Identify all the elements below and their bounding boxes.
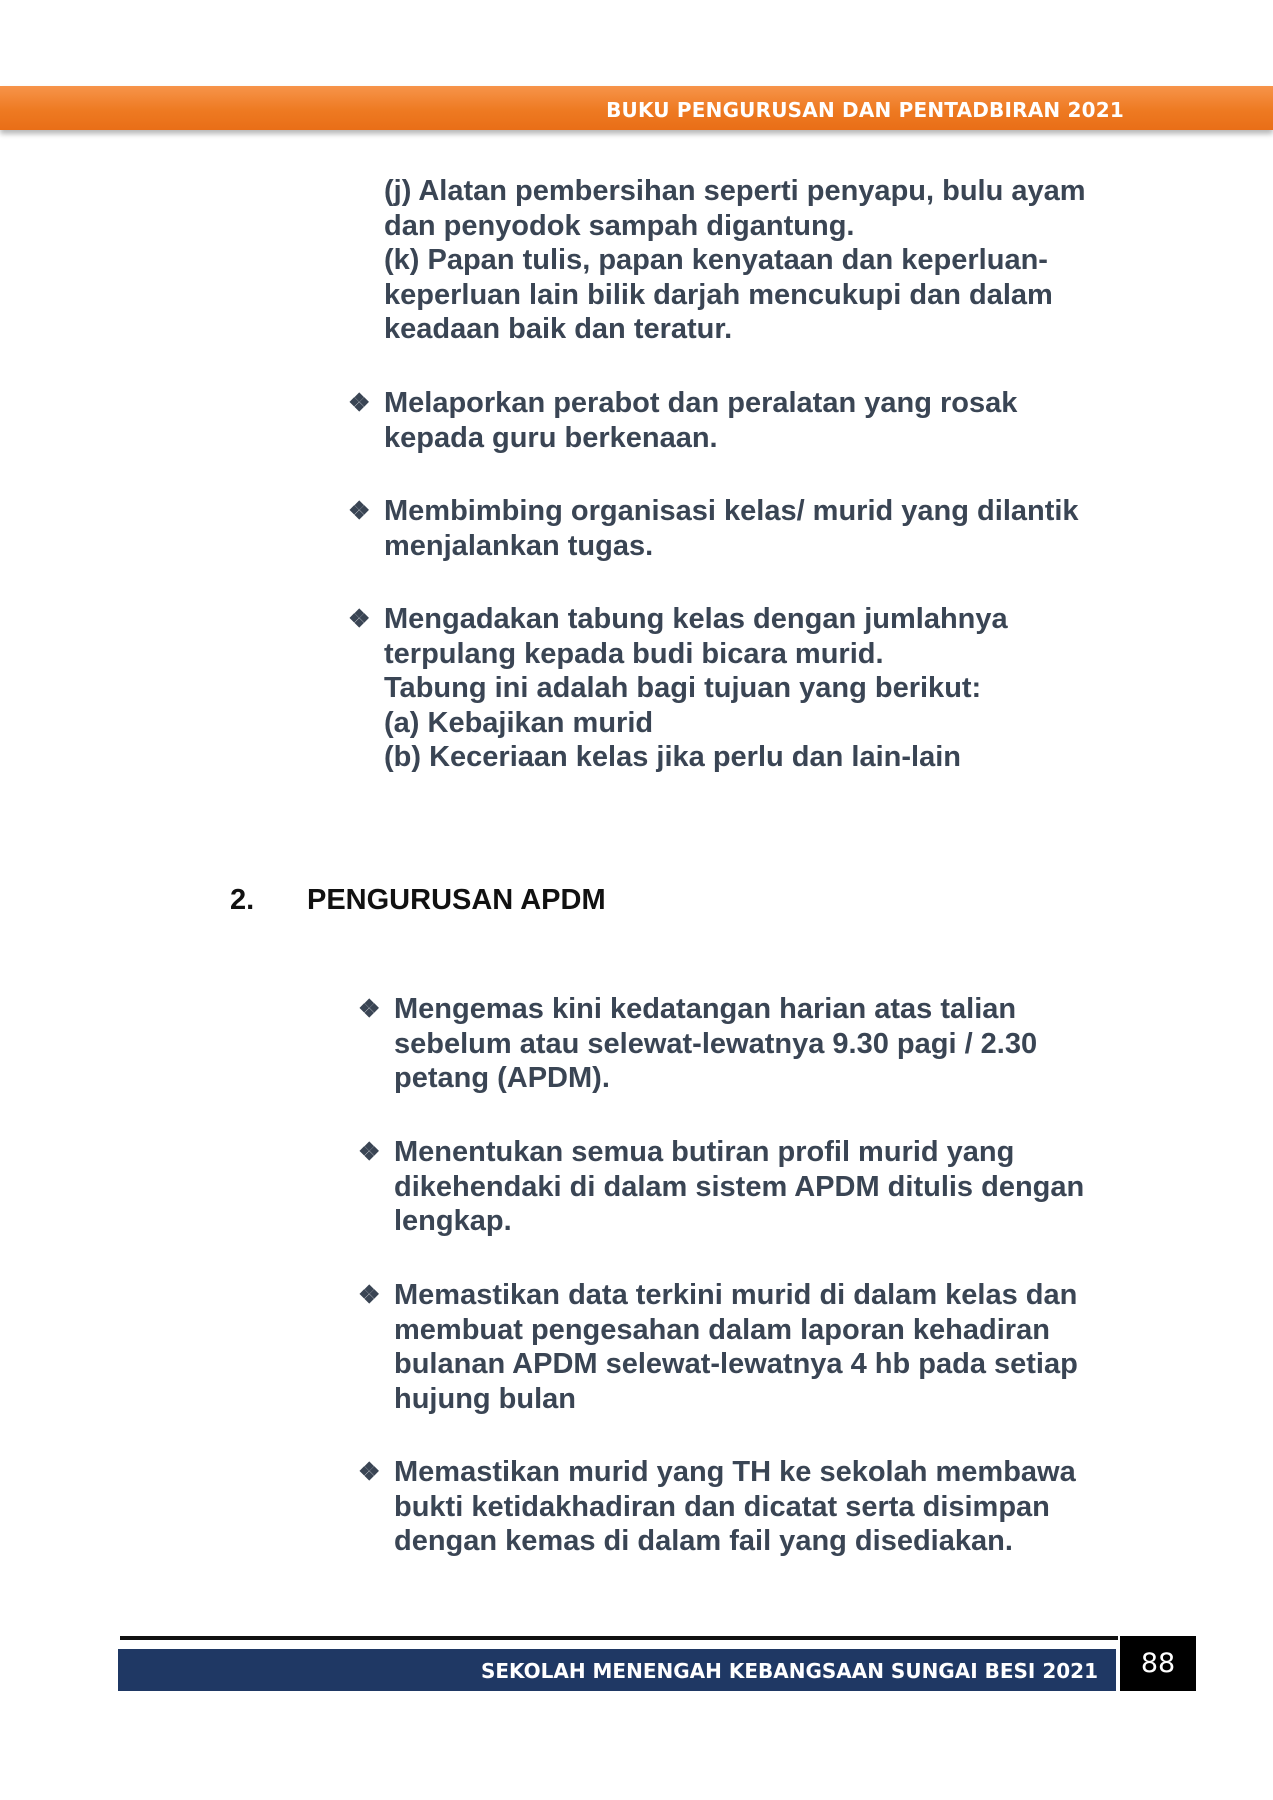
bullet-item [358,1455,1076,1559]
bullet-line: Memastikan data terkini murid di dalam kelas dan [394,1279,1078,1311]
continuation-line: keadaan baik dan teratur. [384,313,733,345]
diamond-bullet-icon: ❖ [358,1458,381,1486]
bullet-line: Menentukan semua butiran profil murid yang [394,1136,1015,1168]
bullet-item [348,494,1079,563]
continuation-line: dan penyodok sampah digantung. [384,209,855,242]
bullet-line: Mengadakan tabung kelas dengan jumlahnya [384,603,1008,635]
section-title: PENGURUSAN APDM [307,884,606,916]
diamond-bullet-icon: ❖ [358,995,381,1023]
page-number: 88 [1140,1648,1176,1679]
bullet-line: lengkap. [394,1205,512,1237]
footer-title: SEKOLAH MENENGAH KEBANGSAAN SUNGAI BESI 2021 [480,1659,1098,1683]
bullet-line: Tabung ini adalah bagi tujuan yang berikut: [384,672,982,704]
bullet-line: membuat pengesahan dalam laporan kehadiran [394,1313,1050,1346]
diamond-bullet-icon: ❖ [358,1138,381,1166]
diamond-bullet-icon: ❖ [348,605,371,633]
bullet-line: Memastikan murid yang TH ke sekolah membawa [394,1456,1076,1488]
continuation-line: (k) Papan tulis, papan kenyataan dan keperluan- [384,244,1048,276]
bullet-item [348,602,1008,775]
bullet-line: bukti ketidakhadiran dan dicatat serta disimpan [394,1490,1050,1523]
bullet-item [358,1278,1078,1416]
bullet-item [348,386,1018,455]
continuation-line: (j) Alatan pembersihan seperti penyapu, bulu ayam [384,175,1086,207]
section-number: 2. [230,884,255,916]
bullet-line: sebelum atau selewat-lewatnya 9.30 pagi / 2.30 [394,1027,1038,1060]
header-title: BUKU PENGURUSAN DAN PENTADBIRAN 2021 [606,98,1124,122]
continuation-line: keperluan lain bilik darjah mencukupi dan dalam [384,278,1053,311]
bullet-line: dikehendaki di dalam sistem APDM ditulis dengan [394,1170,1085,1203]
bullet-line: hujung bulan [394,1382,577,1415]
bullet-line: bulanan APDM selewat-lewatnya 4 hb pada setiap [394,1348,1078,1380]
header-bar [0,86,1273,130]
bullet-line: dengan kemas di dalam fail yang disediakan. [394,1525,1013,1557]
bullet-line: kepada guru berkenaan. [384,421,718,454]
diamond-bullet-icon: ❖ [348,497,371,525]
diamond-bullet-icon: ❖ [348,389,371,417]
bullet-line: Mengemas kini kedatangan harian atas talian [394,993,1017,1025]
bullet-item [358,1135,1085,1239]
bullet-line: petang (APDM). [394,1062,610,1094]
page-number-box [1120,1636,1196,1691]
bullet-line: (b) Keceriaan kelas jika perlu dan lain-lain [384,741,961,773]
bullet-item [358,992,1038,1096]
bullet-line: Melaporkan perabot dan peralatan yang rosak [384,387,1018,419]
bullet-line: Membimbing organisasi kelas/ murid yang dilantik [384,495,1079,527]
bullet-line: menjalankan tugas. [384,529,654,562]
continuation-list [384,174,1086,347]
diamond-bullet-icon: ❖ [358,1281,381,1309]
bullet-line: (a) Kebajikan murid [384,706,654,739]
bullet-line: terpulang kepada budi bicara murid. [384,637,884,670]
footer-divider [120,1636,1118,1640]
footer-bar [118,1649,1116,1691]
